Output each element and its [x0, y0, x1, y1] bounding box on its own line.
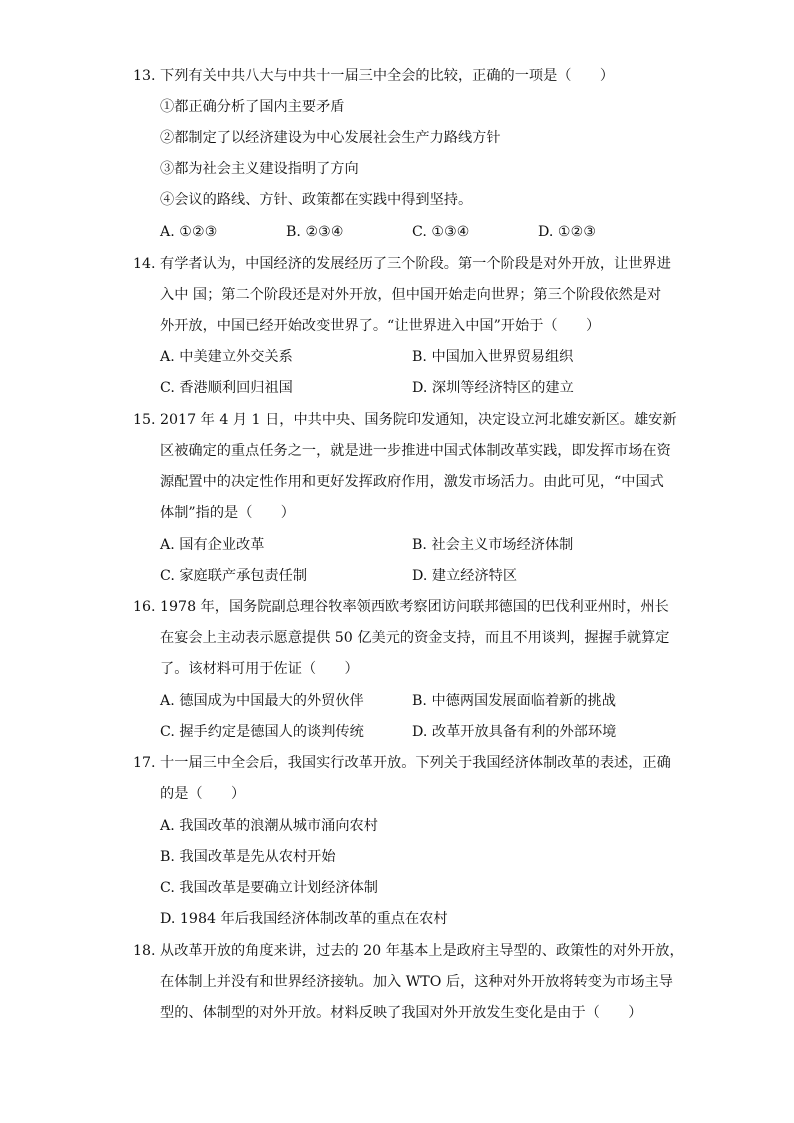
question-number: 17.: [133, 755, 156, 771]
option-d[interactable]: D. 1984 年后我国经济体制改革的重点在农村: [160, 911, 448, 927]
question-stem: 的是（ ）: [160, 786, 246, 802]
question-stem: 源配置中的决定性作用和更好发挥政府作用，激发市场活力。由此可见，“中国式: [160, 474, 664, 490]
question-number: 15.: [133, 412, 156, 428]
statement: ④会议的路线、方针、政策都在实践中得到坚持。: [160, 192, 473, 208]
option-b[interactable]: B. ②③④: [286, 224, 344, 240]
option-c[interactable]: C. 握手约定是德国人的谈判传统: [160, 724, 364, 740]
statement: ①都正确分析了国内主要矛盾: [160, 99, 345, 115]
option-a[interactable]: A. 国有企业改革: [160, 537, 265, 553]
option-d[interactable]: D. ①②③: [538, 224, 597, 240]
statement: ②都制定了以经济建设为中心发展社会生产力路线方针: [160, 130, 501, 146]
option-d[interactable]: D. 改革开放具备有利的外部环境: [412, 724, 617, 740]
question-number: 18.: [133, 943, 156, 959]
option-c[interactable]: C. 我国改革是要确立计划经济体制: [160, 880, 378, 896]
option-c[interactable]: C. 香港顺利回归祖国: [160, 380, 293, 396]
option-b[interactable]: B. 中德两国发展面临着新的挑战: [412, 693, 616, 709]
question-number: 13.: [133, 68, 156, 84]
question-stem: 在宴会上主动表示愿意提供 50 亿美元的资金支持，而且不用谈判，握握手就算定: [160, 630, 670, 646]
question-stem: 有学者认为，中国经济的发展经历了三个阶段。第一个阶段是对外开放，让世界进: [160, 256, 671, 272]
question-stem: 从改革开放的角度来讲，过去的 20 年基本上是政府主导型的、政策性的对外开放，: [160, 943, 684, 959]
question-stem: 体制”指的是（ ）: [160, 505, 295, 521]
option-b[interactable]: B. 我国改革是先从农村开始: [160, 849, 336, 865]
option-a[interactable]: A. ①②③: [160, 224, 218, 240]
option-d[interactable]: D. 深圳等经济特区的建立: [412, 380, 574, 396]
question-stem: 2017 年 4 月 1 日，中共中央、国务院印发通知，决定设立河北雄安新区。雄安新: [160, 412, 677, 428]
question-stem: 十一届三中全会后，我国实行改革开放。下列关于我国经济体制改革的表述，正确: [160, 755, 671, 771]
question-stem: 外开放，中国已经开始改变世界了。“让世界进入中国”开始于（ ）: [160, 318, 601, 334]
question-stem: 区被确定的重点任务之一，就是进一步推进中国式体制改革实践，即发挥市场在资: [160, 443, 671, 459]
question-number: 16.: [133, 599, 156, 615]
question-stem: 下列有关中共八大与中共十一届三中全会的比较，正确的一项是（ ）: [160, 68, 615, 84]
option-c[interactable]: C. 家庭联产承包责任制: [160, 568, 308, 584]
option-b[interactable]: B. 中国加入世界贸易组织: [412, 349, 574, 365]
option-a[interactable]: A. 我国改革的浪潮从城市涌向农村: [160, 818, 378, 834]
option-d[interactable]: D. 建立经济特区: [412, 568, 518, 584]
question-stem: 在体制上并没有和世界经济接轨。加入 WTO 后，这种对外开放将转变为市场主导: [160, 974, 673, 990]
option-b[interactable]: B. 社会主义市场经济体制: [412, 537, 574, 553]
question-stem: 1978 年，国务院副总理谷牧率领西欧考察团访问联邦德国的巴伐利亚州时，州长: [160, 599, 669, 615]
option-c[interactable]: C. ①③④: [412, 224, 470, 240]
statement: ③都为社会主义建设指明了方向: [160, 161, 359, 177]
option-a[interactable]: A. 中美建立外交关系: [160, 349, 293, 365]
question-stem: 入中 国；第二个阶段还是对外开放，但中国开始走向世界；第三个阶段依然是对: [160, 287, 662, 303]
question-stem: 型的、体制型的对外开放。材料反映了我国对外开放发生变化是由于（ ）: [160, 1005, 643, 1021]
option-a[interactable]: A. 德国成为中国最大的外贸伙伴: [160, 693, 364, 709]
question-number: 14.: [133, 256, 156, 272]
question-stem: 了。该材料可用于佐证（ ）: [160, 661, 359, 677]
